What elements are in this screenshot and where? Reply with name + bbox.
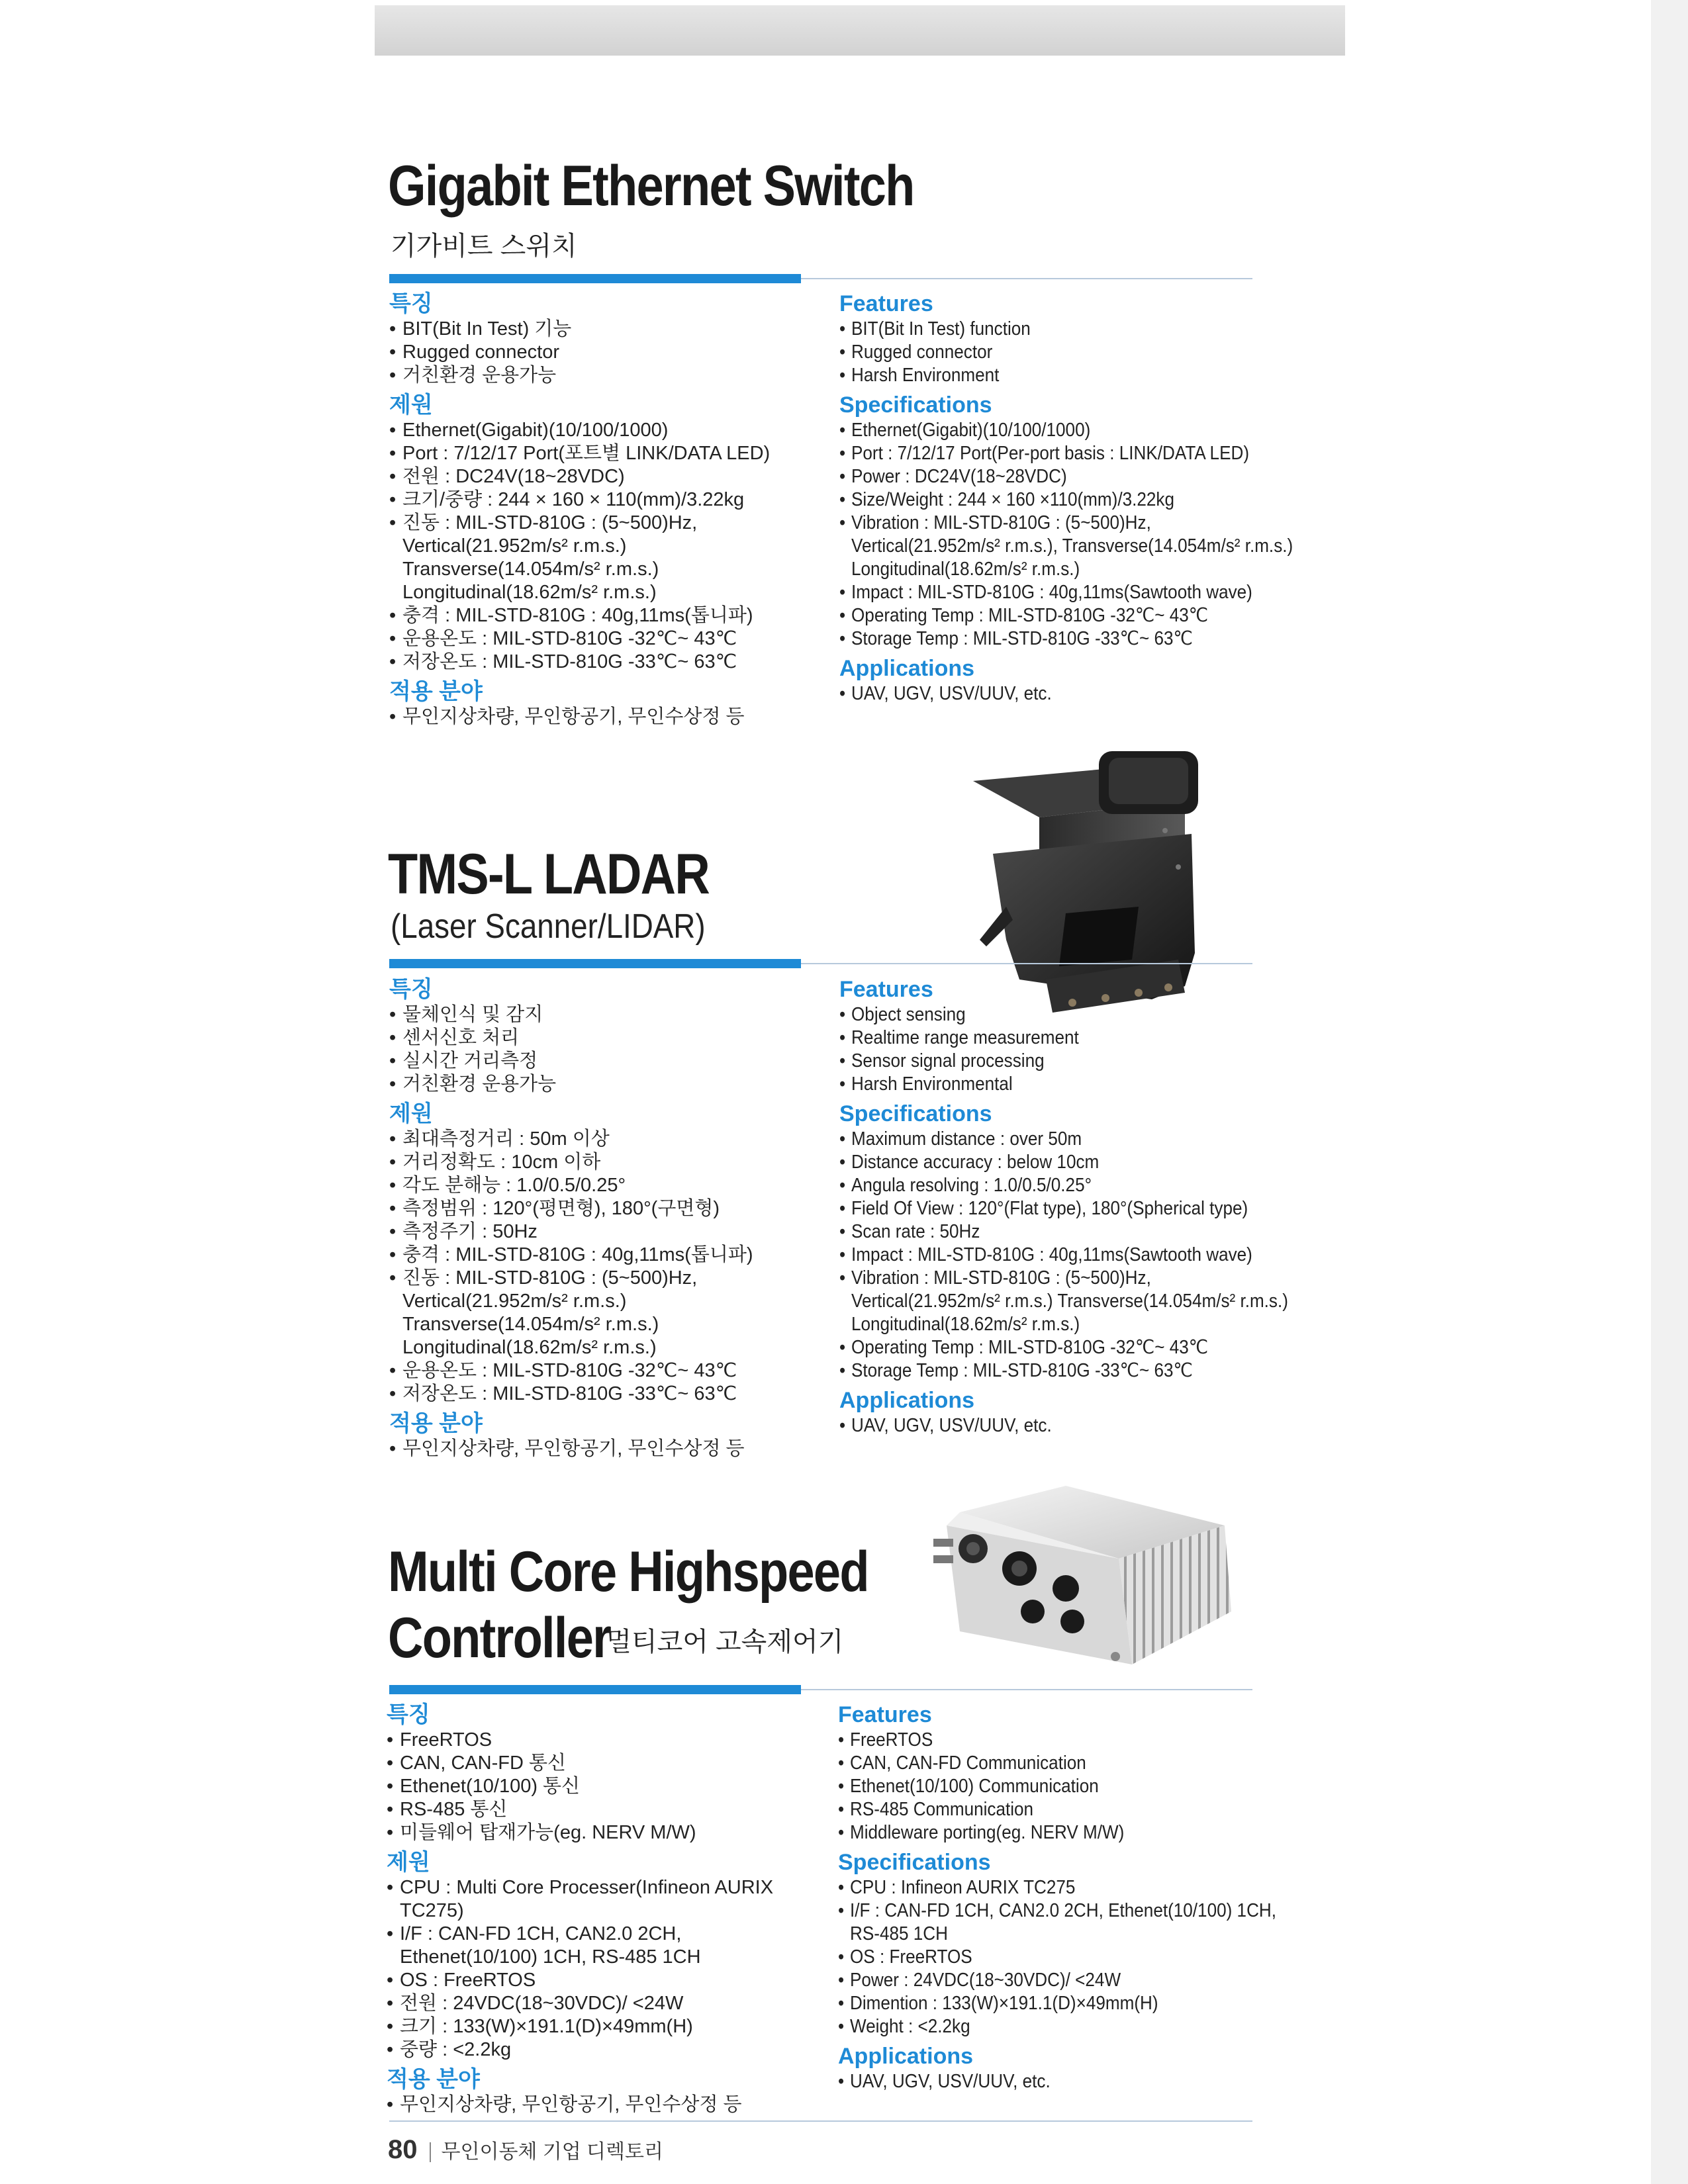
list-item: • Ethernet(Gigabit)(10/100/1000) [389,419,800,442]
product-title-ethernet-switch: Gigabit Ethernet Switch [388,154,914,218]
apps-heading-ko: 적용 분야 [389,1411,483,1436]
list-item: • Field Of View : 120°(Flat type), 180°(Spherical type) [839,1197,1221,1220]
list-item: • 측정범위 : 120°(평면형), 180°(구면형) [389,1197,800,1220]
list-item: • Rugged connector [839,341,1221,364]
list-item: • Storage Temp : MIL-STD-810G -33℃~ 63℃ [839,1359,1221,1383]
controller-device-photo [920,1486,1238,1678]
list-item: • Ethernet(Gigabit)(10/100/1000) [839,419,1221,442]
section-divider [389,963,1252,964]
list-item: • RS-485 통신 [387,1798,797,1821]
list-item: • 전원 : DC24V(18~28VDC) [389,465,800,488]
list-item: • 무인지상차량, 무인항공기, 무인수상정 등 [389,705,800,729]
list-item: • Port : 7/12/17 Port(포트별 LINK/DATA LED) [389,442,800,465]
list-item: • Storage Temp : MIL-STD-810G -33℃~ 63℃ [839,627,1221,651]
page-number: 80 [388,2135,418,2164]
top-header-bar [375,5,1345,56]
features-heading-en: Features [839,291,933,316]
list-item: • 무인지상차량, 무인항공기, 무인수상정 등 [389,1437,800,1461]
apps-heading-en: Applications [838,2044,974,2069]
page-edge-shade [1651,0,1688,2184]
list-item: • 크기/중량 : 244 × 160 × 110(mm)/3.22kg [389,488,800,512]
specs-heading-ko: 제원 [387,1850,430,1875]
list-item: • RS-485 Communication [838,1798,1219,1821]
list-item: • Operating Temp : MIL-STD-810G -32℃~ 43℃ [839,604,1221,627]
en-column-controller [838,1701,1277,2097]
list-item: • Dimention : 133(W)×191.1(D)×49mm(H) [838,1992,1219,2015]
list-item: • CAN, CAN-FD Communication [838,1752,1219,1775]
product-title-controller-row [388,1608,887,1668]
apps-heading-ko: 적용 분야 [389,679,483,704]
list-item: • Ethenet(10/100) Communication [838,1775,1219,1798]
apps-heading-en: Applications [839,656,975,681]
apps-heading-en: Applications [839,1388,975,1413]
list-item: • 진동 : MIL-STD-810G : (5~500)Hz, Vertical(21.952m/s² r.m.s.) Transverse(14.054m/s² r.m.s.) Longitudinal(18.62m/s² r.m.s.) [389,1267,800,1359]
list-item: • 저장온도 : MIL-STD-810G -33℃~ 63℃ [389,651,800,674]
list-item: • 운용온도 : MIL-STD-810G -32℃~ 43℃ [389,1359,800,1383]
features-heading-en: Features [839,977,933,1002]
list-item: • Vibration : MIL-STD-810G : (5~500)Hz, Vertical(21.952m/s² r.m.s.), Transverse(14.054m/s² r.m.s.) Longitudinal(18.62m/s² r.m.s.) [839,512,1221,581]
list-item: • 거친환경 운용가능 [389,1073,800,1096]
list-item: • 거친환경 운용가능 [389,364,800,387]
list-item: • Operating Temp : MIL-STD-810G -32℃~ 43℃ [839,1336,1221,1359]
footer-divider [389,2120,1252,2122]
list-item: • 실시간 거리측정 [389,1050,800,1073]
product-title-controller-line2: Controller [388,1606,611,1670]
en-column-ethernet-switch [839,290,1293,709]
list-item: • Impact : MIL-STD-810G : 40g,11ms(Sawtooth wave) [839,1244,1221,1267]
product-title-controller-line1: Multi Core Highspeed [388,1540,868,1604]
list-item: • BIT(Bit In Test) 기능 [389,318,800,341]
list-item: • 저장온도 : MIL-STD-810G -33℃~ 63℃ [389,1383,800,1406]
specs-heading-ko: 제원 [389,392,433,418]
apps-heading-ko: 적용 분야 [387,2067,480,2092]
list-item: • Harsh Environmental [839,1073,1221,1096]
list-item: • 거리정확도 : 10cm 이하 [389,1151,800,1174]
list-item: • Distance accuracy : below 10cm [839,1151,1221,1174]
section-divider [389,278,1252,279]
list-item: • Object sensing [839,1003,1221,1026]
list-item: • 물체인식 및 감지 [389,1003,800,1026]
list-item: • UAV, UGV, USV/UUV, etc. [839,682,1221,705]
list-item: • UAV, UGV, USV/UUV, etc. [839,1414,1221,1437]
features-heading-ko: 특징 [389,977,433,1002]
list-item: • Size/Weight : 244 × 160 ×110(mm)/3.22kg [839,488,1221,512]
list-item: • 중량 : <2.2kg [387,2038,797,2062]
list-item: • Realtime range measurement [839,1026,1221,1050]
list-item: • Power : 24VDC(18~30VDC)/ <24W [838,1969,1219,1992]
list-item: • FreeRTOS [387,1729,797,1752]
list-item: • Angula resolving : 1.0/0.5/0.25° [839,1174,1221,1197]
ko-column-controller [387,1701,797,2120]
list-item: • OS : FreeRTOS [387,1969,797,1992]
list-item: • Ethenet(10/100) 통신 [387,1775,797,1798]
list-item: • Weight : <2.2kg [838,2015,1219,2038]
list-item: • Port : 7/12/17 Port(Per-port basis : LINK/DATA LED) [839,442,1221,465]
list-item: • I/F : CAN-FD 1CH, CAN2.0 2CH, Ethenet(10/100) 1CH, RS-485 1CH [387,1923,797,1969]
en-column-ladar [839,976,1288,1441]
list-item: • CAN, CAN-FD 통신 [387,1752,797,1775]
footer-label: 무인이동체 기업 디렉토리 [441,2141,663,2163]
list-item: • CPU : Infineon AURIX TC275 [838,1876,1219,1899]
list-item: • Middleware porting(eg. NERV M/W) [838,1821,1219,1844]
list-item: • I/F : CAN-FD 1CH, CAN2.0 2CH, Ethenet(10/100) 1CH, RS-485 1CH [838,1899,1219,1946]
list-item: • OS : FreeRTOS [838,1946,1219,1969]
features-heading-ko: 특징 [389,291,433,316]
list-item: • 진동 : MIL-STD-810G : (5~500)Hz, Vertical(21.952m/s² r.m.s.) Transverse(14.054m/s² r.m.s.) Longitudinal(18.62m/s² r.m.s.) [389,512,800,604]
list-item: • Harsh Environment [839,364,1221,387]
list-item: • 미들웨어 탑재가능(eg. NERV M/W) [387,1821,797,1844]
list-item: • UAV, UGV, USV/UUV, etc. [838,2070,1219,2093]
ko-column-ethernet-switch [389,290,800,733]
list-item: • Sensor signal processing [839,1050,1221,1073]
product-title-ladar: TMS-L LADAR [388,842,710,906]
list-item: • 센서신호 처리 [389,1026,800,1050]
section-divider [389,1689,1252,1690]
list-item: • Rugged connector [389,341,800,364]
list-item: • BIT(Bit In Test) function [839,318,1221,341]
list-item: • Maximum distance : over 50m [839,1128,1221,1151]
features-heading-ko: 특징 [387,1702,430,1727]
product-subtitle-ladar: (Laser Scanner/LIDAR) [391,907,706,946]
list-item: • 운용온도 : MIL-STD-810G -32℃~ 43℃ [389,627,800,651]
page-footer [388,2135,663,2165]
list-item: • Impact : MIL-STD-810G : 40g,11ms(Sawtooth wave) [839,581,1221,604]
list-item: • 각도 분해능 : 1.0/0.5/0.25° [389,1174,800,1197]
list-item: • 측정주기 : 50Hz [389,1220,800,1244]
list-item: • 충격 : MIL-STD-810G : 40g,11ms(톱니파) [389,1244,800,1267]
list-item: • Vibration : MIL-STD-810G : (5~500)Hz, Vertical(21.952m/s² r.m.s.) Transverse(14.054m/s² r.m.s.) Longitudinal(18.62m/s² r.m.s.) [839,1267,1221,1336]
list-item: • Power : DC24V(18~28VDC) [839,465,1221,488]
product-subtitle-controller: 멀티코어 고속제어기 [606,1627,844,1657]
list-item: • CPU : Multi Core Processer(Infineon AURIX TC275) [387,1876,797,1923]
features-heading-en: Features [838,1702,932,1727]
list-item: • 크기 : 133(W)×191.1(D)×49mm(H) [387,2015,797,2038]
ko-column-ladar [389,976,800,1465]
specs-heading-en: Specifications [839,1101,992,1126]
specs-heading-en: Specifications [838,1850,991,1875]
product-subtitle-ethernet-switch: 기가비트 스위치 [391,232,577,261]
specs-heading-ko: 제원 [389,1101,433,1126]
list-item: • Scan rate : 50Hz [839,1220,1221,1244]
list-item: • 충격 : MIL-STD-810G : 40g,11ms(톱니파) [389,604,800,627]
list-item: • FreeRTOS [838,1729,1219,1752]
list-item: • 무인지상차량, 무인항공기, 무인수상정 등 [387,2093,797,2116]
list-item: • 전원 : 24VDC(18~30VDC)/ <24W [387,1992,797,2015]
list-item: • 최대측정거리 : 50m 이상 [389,1128,800,1151]
specs-heading-en: Specifications [839,392,992,418]
